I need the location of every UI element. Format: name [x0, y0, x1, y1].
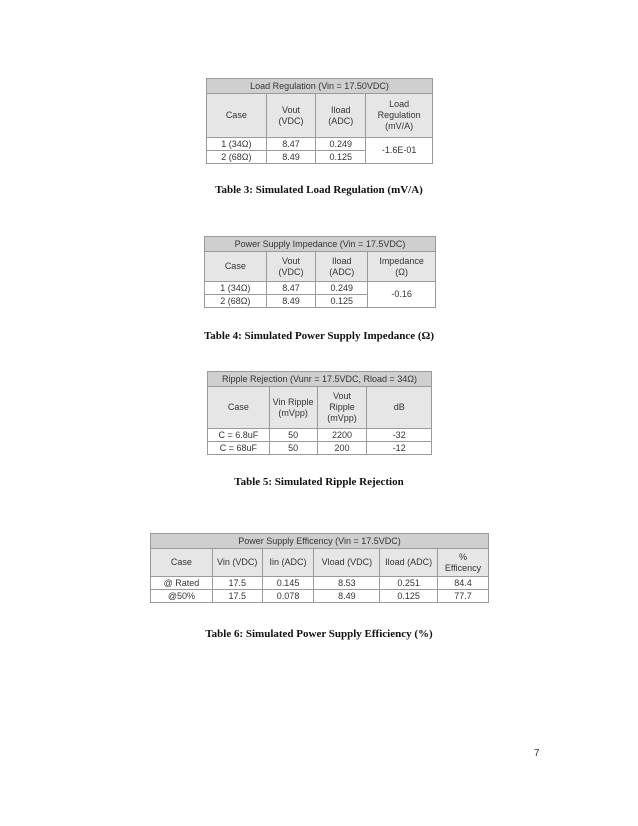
merged-value-cell: -1.6E-01: [366, 138, 433, 164]
table-5-caption: Table 5: Simulated Ripple Rejection: [234, 476, 404, 488]
table-cell: 0.125: [380, 590, 438, 603]
table-cell: 1 (34Ω): [205, 282, 267, 295]
table-4-caption: Table 4: Simulated Power Supply Impedance (Ω): [203, 330, 435, 342]
column-header: Impedance (Ω): [368, 252, 436, 282]
table-cell: 0.125: [316, 295, 368, 308]
table-cell: 2 (68Ω): [205, 295, 267, 308]
table-cell: 1 (34Ω): [207, 138, 267, 151]
column-header: Vout Ripple (mVpp): [317, 387, 367, 429]
table-row: [208, 429, 432, 442]
column-header: Vload (VDC): [314, 549, 380, 577]
table-cell: 2200: [317, 429, 367, 442]
table-cell: C = 68uF: [208, 442, 270, 455]
column-header: dB: [367, 387, 432, 429]
table-row: [208, 442, 432, 455]
column-header: Iin (ADC): [262, 549, 314, 577]
table-3-block: [206, 78, 433, 164]
table-row: [205, 282, 436, 295]
table-row: [151, 590, 489, 603]
column-header: Vin Ripple (mVpp): [269, 387, 317, 429]
column-header: Iload (ADC): [380, 549, 438, 577]
table-6-block: [150, 533, 489, 603]
table-cell: 8.53: [314, 577, 380, 590]
table-title: Load Regulation (Vin = 17.50VDC): [207, 79, 433, 94]
column-header: Case: [205, 252, 267, 282]
table-cell: @50%: [151, 590, 213, 603]
table-cell: 8.47: [266, 282, 316, 295]
column-header: Iload (ADC): [316, 94, 366, 138]
ripple-rejection-table: [207, 371, 432, 455]
column-header: Case: [151, 549, 213, 577]
table-cell: 200: [317, 442, 367, 455]
table-cell: 0.251: [380, 577, 438, 590]
table-cell: 50: [269, 429, 317, 442]
column-header: Case: [207, 94, 267, 138]
table-cell: -12: [367, 442, 432, 455]
table-4-block: [204, 236, 436, 308]
table-cell: 17.5: [212, 577, 262, 590]
table-cell: 8.49: [266, 295, 316, 308]
column-header: Vout (VDC): [266, 94, 316, 138]
table-title: Ripple Rejection (Vunr = 17.5VDC, Rload = 34Ω): [208, 372, 432, 387]
table-5-block: [207, 371, 432, 455]
table-cell: -32: [367, 429, 432, 442]
table-cell: 17.5: [212, 590, 262, 603]
column-header: Case: [208, 387, 270, 429]
table-row: [151, 577, 489, 590]
table-cell: 0.145: [262, 577, 314, 590]
table-cell: 0.078: [262, 590, 314, 603]
table-cell: 8.49: [314, 590, 380, 603]
table-cell: 8.47: [266, 138, 316, 151]
table-cell: C = 6.8uF: [208, 429, 270, 442]
table-cell: 0.125: [316, 151, 366, 164]
table-title: Power Supply Efficency (Vin = 17.5VDC): [151, 534, 489, 549]
page-number: 7: [534, 748, 540, 759]
table-row: [207, 138, 433, 151]
column-header: Vin (VDC): [212, 549, 262, 577]
table-6-caption: Table 6: Simulated Power Supply Efficiency (%): [205, 628, 433, 640]
table-cell: @ Rated: [151, 577, 213, 590]
table-cell: 0.249: [316, 282, 368, 295]
table-cell: 8.49: [266, 151, 316, 164]
column-header: Iload (ADC): [316, 252, 368, 282]
table-cell: 84.4: [438, 577, 489, 590]
table-cell: 2 (68Ω): [207, 151, 267, 164]
column-header: Vout (VDC): [266, 252, 316, 282]
power-supply-efficiency-table: [150, 533, 489, 603]
power-supply-impedance-table: [204, 236, 436, 308]
table-cell: 50: [269, 442, 317, 455]
table-3-caption: Table 3: Simulated Load Regulation (mV/A): [215, 184, 423, 196]
load-regulation-table: [206, 78, 433, 164]
table-cell: 77.7: [438, 590, 489, 603]
table-title: Power Supply Impedance (Vin = 17.5VDC): [205, 237, 436, 252]
column-header: Load Regulation (mV/A): [366, 94, 433, 138]
column-header: % Efficency: [438, 549, 489, 577]
table-cell: 0.249: [316, 138, 366, 151]
merged-value-cell: -0.16: [368, 282, 436, 308]
